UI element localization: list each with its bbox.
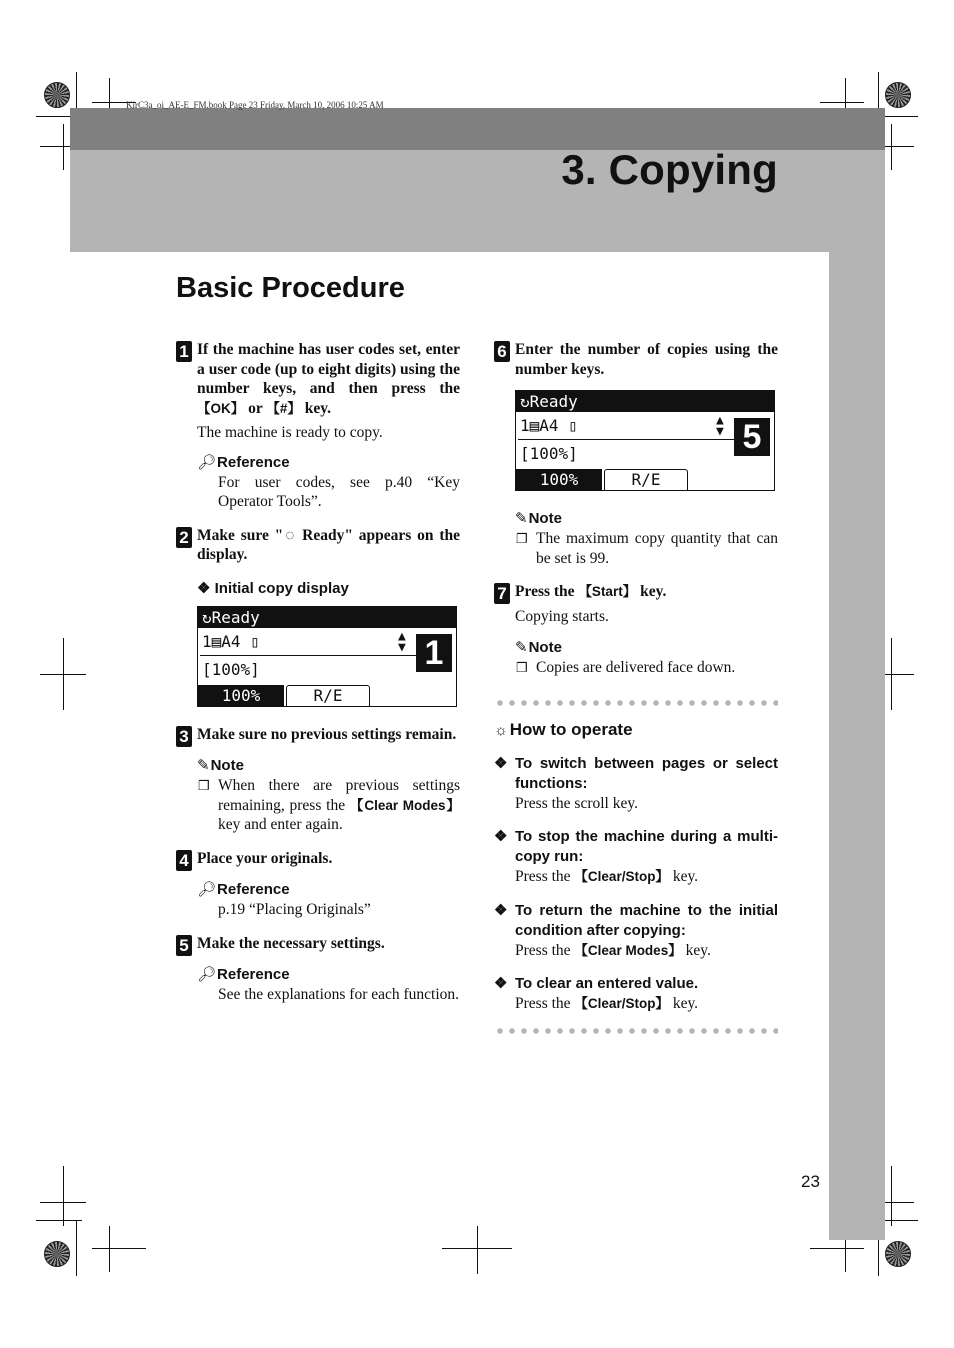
note-label: Note xyxy=(528,639,562,656)
item-body-text: Press the xyxy=(515,941,575,959)
note-text: The maximum copy quantity that can be set is 99. xyxy=(536,530,778,567)
reference-label: Reference xyxy=(217,966,290,983)
step-text: Press the xyxy=(515,583,579,600)
how-to-item-title xyxy=(494,974,778,994)
lcd-ratio-row: [100%] xyxy=(202,659,260,679)
diamond-bullet-icon: ❖ xyxy=(197,579,215,597)
item-body-text: Press the xyxy=(515,995,575,1012)
chapter-title: 3. Copying xyxy=(561,146,778,193)
checkbox-bullet-icon: ❒ xyxy=(198,778,210,793)
ready-icon: ↻ xyxy=(520,392,530,411)
clear-stop-key: 【Clear/Stop】 xyxy=(574,996,669,1011)
step-number: 2 xyxy=(176,527,192,548)
crop-line xyxy=(891,124,892,170)
scroll-arrows-icon: ▲ ▼ xyxy=(716,413,724,439)
lcd-tab-100: 100% xyxy=(516,469,602,490)
note-item xyxy=(494,529,778,568)
lcd-status: Ready xyxy=(529,392,578,411)
note-text: When there are previous settings remaining, press the xyxy=(218,777,460,814)
item-title-text: To return the machine to the initial condition after copying: xyxy=(515,901,778,939)
item-body-text: Press the scroll key. xyxy=(515,794,638,812)
item-title-text: To clear an entered value. xyxy=(515,975,699,992)
how-to-item-title xyxy=(494,901,778,941)
lcd-copy-count: 1 xyxy=(416,634,452,672)
how-to-operate-heading xyxy=(494,720,778,740)
crop-line xyxy=(810,1248,864,1249)
item-body-text: Press the xyxy=(515,868,575,885)
reference-label: Reference xyxy=(217,881,290,898)
reference-label: Reference xyxy=(217,453,290,471)
item-title-text: To switch between pages or select functions: xyxy=(515,754,778,792)
step-1 xyxy=(176,340,460,418)
reference-text: See the explanations for each function. xyxy=(218,986,460,1003)
reference-text: For user codes, see p.40 “Key Operator Tools”. xyxy=(218,473,460,510)
item-body-text: key. xyxy=(681,941,711,959)
crop-line xyxy=(63,1166,64,1226)
section-title: Basic Procedure xyxy=(176,272,405,304)
diamond-bullet-icon: ❖ xyxy=(494,901,508,919)
how-to-item xyxy=(494,974,778,1014)
clear-stop-key: 【Clear/Stop】 xyxy=(574,869,669,884)
lcd-status-row xyxy=(516,391,774,412)
right-column xyxy=(494,340,778,1034)
lcd-tab-re: R/E xyxy=(286,685,370,706)
crop-line xyxy=(891,1166,892,1226)
step-5 xyxy=(176,934,460,954)
how-to-item xyxy=(494,754,778,814)
diamond-bullet-icon: ❖ xyxy=(494,975,508,992)
dotted-divider xyxy=(494,700,778,706)
step-number: 7 xyxy=(494,583,510,604)
how-to-item-title xyxy=(494,827,778,867)
display-subheading xyxy=(176,579,460,597)
page-number: 23 xyxy=(801,1172,820,1191)
crop-line xyxy=(891,638,892,710)
step-text: Make sure no previous settings remain. xyxy=(197,725,457,743)
how-to-item-body xyxy=(494,794,778,814)
lcd-display-five-copies xyxy=(515,390,775,491)
step-4 xyxy=(176,849,460,869)
left-column xyxy=(176,340,460,1005)
reference-heading xyxy=(176,453,460,471)
step-2 xyxy=(176,526,460,565)
note-heading xyxy=(176,756,460,774)
lcd-tab-re: R/E xyxy=(604,469,688,490)
reference-text: p.19 “Placing Originals” xyxy=(218,901,371,918)
crop-line xyxy=(820,102,864,103)
crop-line xyxy=(477,1226,478,1274)
step-number: 1 xyxy=(176,341,192,362)
dotted-divider xyxy=(494,1028,778,1034)
lcd-copy-count: 5 xyxy=(734,418,770,456)
item-body-text: key. xyxy=(668,995,699,1012)
lcd-divider xyxy=(518,439,736,440)
header-band-dark xyxy=(70,108,885,150)
step-body: The machine is ready to copy. xyxy=(197,424,383,441)
magnifier-icon: 🔎︎ xyxy=(197,881,217,898)
how-to-item-title xyxy=(494,754,778,794)
lcd-display-initial xyxy=(197,606,457,707)
clear-modes-key: 【Clear Modes】 xyxy=(574,942,682,958)
how-to-item-body xyxy=(494,867,778,887)
step-number: 5 xyxy=(176,935,192,956)
note-heading xyxy=(494,509,778,527)
step-text: Enter the number of copies using the number keys. xyxy=(515,341,778,378)
how-to-item xyxy=(494,901,778,961)
subheading-text: Initial copy display xyxy=(214,579,349,597)
step-text: or xyxy=(244,399,267,417)
step-number: 6 xyxy=(494,341,510,362)
item-title-text: To stop the machine during a multi-copy run: xyxy=(515,828,778,865)
step-3 xyxy=(176,725,460,745)
note-label: Note xyxy=(528,510,562,527)
step-text: key. xyxy=(300,399,332,417)
clear-modes-key: 【Clear Modes】 xyxy=(349,797,460,813)
lcd-paper-row: 1▤A4 ▯ xyxy=(202,631,260,651)
lcd-ratio-row: [100%] xyxy=(520,444,578,463)
registration-rosette-icon xyxy=(885,82,911,108)
registration-rosette-icon xyxy=(44,82,70,108)
note-text: key and enter again. xyxy=(218,816,343,833)
note-heading xyxy=(494,638,778,656)
step-number: 4 xyxy=(176,850,192,871)
how-to-item-body xyxy=(494,994,778,1014)
magnifier-icon: 🔎︎ xyxy=(197,966,217,983)
lcd-paper-row: 1▤A4 ▯ xyxy=(520,416,578,435)
file-info: KirC3a_oi_AE-E_FM.book Page 23 Friday, March 10, 2006 10:25 AM xyxy=(126,100,384,110)
checkbox-bullet-icon: ❒ xyxy=(516,531,528,546)
how-to-item xyxy=(494,827,778,887)
diamond-bullet-icon: ❖ xyxy=(494,754,508,772)
crop-line xyxy=(109,1226,110,1272)
hash-key: 【#】 xyxy=(266,400,301,416)
crop-line xyxy=(92,1248,146,1249)
note-item xyxy=(176,776,460,835)
crop-line xyxy=(63,124,64,170)
pencil-icon: ✎ xyxy=(197,757,210,774)
scroll-arrows-icon: ▲ ▼ xyxy=(398,628,406,655)
crop-line xyxy=(63,638,64,710)
registration-rosette-icon xyxy=(44,1241,70,1267)
step-text: Make sure "◌ Ready" appears on the display. xyxy=(197,526,460,563)
lcd-status-row xyxy=(198,607,456,628)
step-text: If the machine has user codes set, enter a user code (up to eight digits) using the number keys, and then press the xyxy=(197,341,460,397)
step-6 xyxy=(494,340,778,379)
magnifier-icon: 🔎︎ xyxy=(197,453,217,471)
item-body-text: key. xyxy=(668,868,699,885)
note-label: Note xyxy=(210,757,244,774)
registration-rosette-icon xyxy=(885,1241,911,1267)
ok-key: 【OK】 xyxy=(197,400,245,416)
step-text: Place your originals. xyxy=(197,849,333,867)
diamond-bullet-icon: ❖ xyxy=(494,828,508,845)
step-text: Make the necessary settings. xyxy=(197,934,385,952)
pencil-icon: ✎ xyxy=(515,510,528,527)
lcd-status: Ready xyxy=(211,607,260,627)
note-item xyxy=(494,658,778,678)
pencil-icon: ✎ xyxy=(515,639,528,656)
reference-heading xyxy=(176,965,460,983)
side-tab-bar xyxy=(829,252,885,1240)
lcd-tab-100: 100% xyxy=(198,685,284,706)
step-7 xyxy=(494,582,778,602)
ready-icon: ↻ xyxy=(202,607,212,627)
checkbox-bullet-icon: ❒ xyxy=(516,660,528,675)
start-key: 【Start】 xyxy=(578,584,637,599)
lightbulb-icon: ☼ xyxy=(494,722,508,739)
step-text: key. xyxy=(636,583,667,600)
step-number: 3 xyxy=(176,726,192,747)
how-to-item-body xyxy=(494,941,778,961)
reference-heading xyxy=(176,880,460,898)
crop-line xyxy=(76,1220,77,1276)
lcd-divider xyxy=(200,655,418,656)
step-body: Copying starts. xyxy=(515,607,609,625)
note-text: Copies are delivered face down. xyxy=(536,659,736,676)
how-to-title: How to operate xyxy=(509,719,633,739)
